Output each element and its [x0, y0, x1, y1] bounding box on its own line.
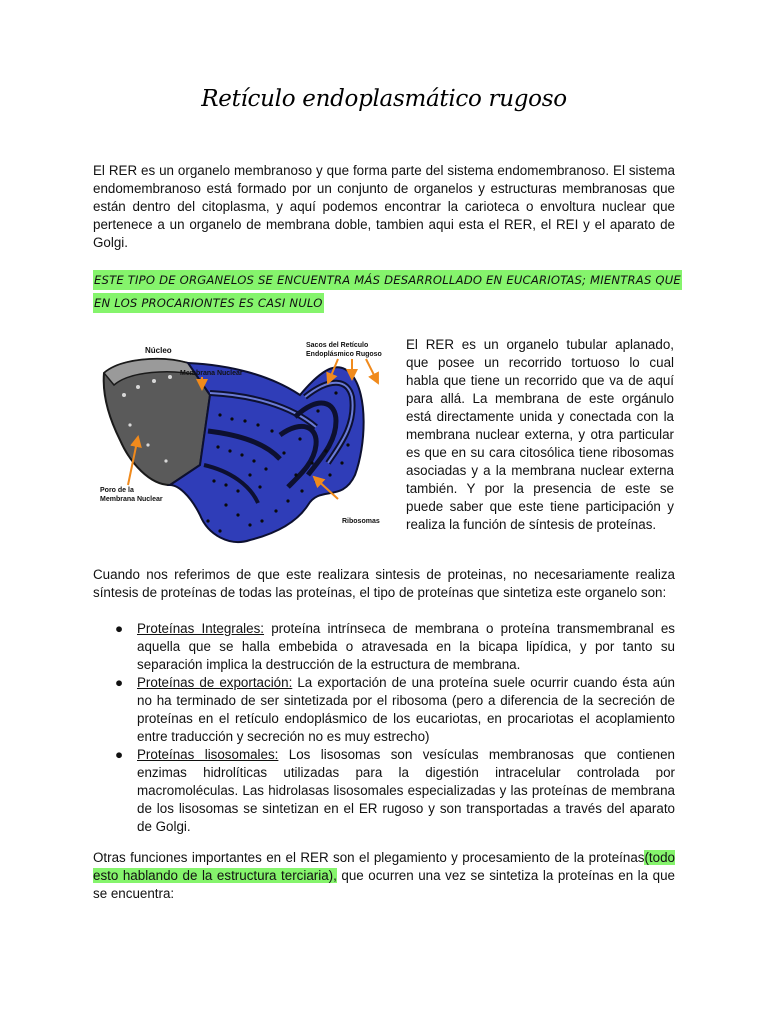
label-ribosomas: Ribosomas	[342, 518, 380, 525]
bullet-dot: ●	[115, 621, 124, 636]
highlighted-callout	[93, 270, 683, 313]
para4-after: que ocurren una vez se sintetiza la proteínas en la que se encuentra:	[93, 868, 675, 901]
bullet-dot: ●	[115, 675, 124, 690]
bullet-term: Proteínas Integrales:	[137, 621, 265, 636]
figure-description: El RER es un organelo tubular aplanado, que posee un recorrido tortuoso lo cual habla que tiene un recorrido que va de aquí para allá. La membrana de este orgánulo está directamente unida y conectada con la membrana nuclear externa, y otra particular es que en su cara citosólica tiene ribosomas asociadas y a la membrana nuclear externa también. Y por la presencia de este se puede saber que este tiene participación y realiza la función de síntesis de proteínas.	[406, 337, 674, 532]
label-poro-2: Membrana Nuclear	[100, 496, 163, 503]
bullet-term: Proteínas de exportación:	[137, 675, 293, 690]
label-sacos-2: Endoplásmico Rugoso	[306, 351, 382, 358]
rer-diagram	[90, 335, 390, 550]
intro-paragraph: El RER es un organelo membranoso y que forma parte del sistema endomembranoso. El sistema endomembranoso está formado por un conjunto de organelos y estructuras membranosas que están dentro del citoplasma, y aquí podemos encontrar la carioteca o envoltura nuclear que pertenece a un organelo de membrana doble, tambien aqui esta el RER, el REI y el aparato de Golgi.	[93, 163, 675, 250]
document-title: Retículo endoplasmático rugoso	[201, 86, 567, 112]
callout-line-2: EN LOS PROCARIONTES ES CASI NULO	[93, 293, 324, 313]
other-functions-paragraph	[93, 849, 675, 903]
rer-diagram-svg	[90, 335, 390, 550]
list-item	[93, 746, 675, 836]
bullet-dot: ●	[115, 747, 124, 762]
list-item	[93, 674, 675, 746]
bullet-term: Proteínas lisosomales:	[137, 747, 279, 762]
label-membrana-nuclear: Membrana Nuclear	[180, 370, 243, 377]
para4-before: Otras funciones importantes en el RER son el plegamiento y procesamiento de la proteínas	[93, 850, 645, 865]
label-nucleo: Núcleo	[145, 346, 172, 355]
protein-types-list	[93, 620, 675, 836]
list-item	[93, 620, 675, 674]
label-sacos-1: Sacos del Retículo	[306, 342, 369, 349]
label-poro-1: Poro de la	[100, 487, 134, 494]
para4-highlight: (todo esto hablando de la estructura terciaria),	[93, 850, 675, 883]
protein-types-intro: Cuando nos referimos de que este realizara sintesis de proteinas, no necesariamente realiza síntesis de proteínas de todas las proteínas, el tipo de proteínas que sintetiza este organelo son:	[93, 567, 675, 600]
bullet-text: Los lisosomas son vesículas membranosas que contienen enzimas hidrolíticas utilizadas para la digestión intracelular controlada por macromoléculas. Las hidrolasas lisosomales especializadas y las proteínas de membrana de los lisosomas se sintetizan en el ER rugoso y son transportadas a través del aparato de Golgi.	[137, 747, 675, 834]
bullet-text: proteína intrínseca de membrana o proteína transmembranal es aquella que se halla embebida o atravesada en la bicapa lipídica, y por tanto su separación implica la destrucción de la estructura de membrana.	[137, 621, 675, 672]
bullet-text: La exportación de una proteína suele ocurrir cuando ésta aún no ha terminado de ser sintetizada por el ribosoma (pero a diferencia de la secreción de proteínas en el retículo endoplásmico de los eucariotas, en procariotas el acoplamiento entre traducción y secreción no es muy estrecho)	[137, 675, 675, 744]
callout-line-1: ESTE TIPO DE ORGANELOS SE ENCUENTRA MÁS DESARROLLADO EN EUCARIOTAS; MIENTRAS QUE	[93, 270, 682, 290]
